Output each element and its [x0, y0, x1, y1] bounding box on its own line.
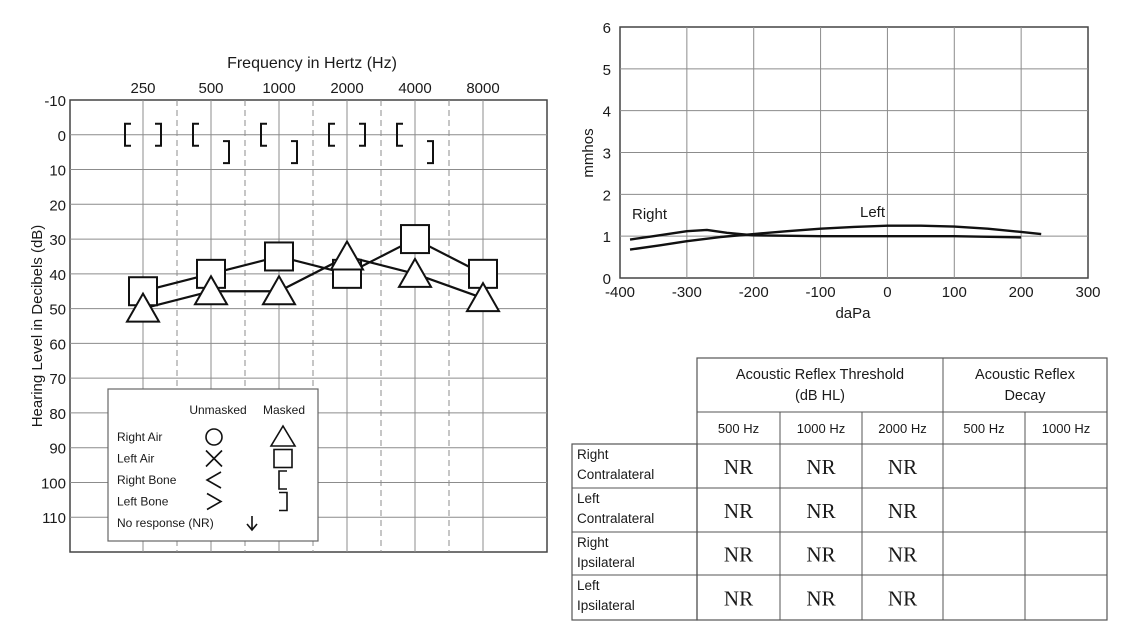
reflex-column-header: 500 Hz [717, 421, 760, 436]
tympanogram-ytick: 6 [602, 20, 611, 37]
audiogram-ytick: 70 [49, 371, 66, 389]
tympanogram-ytick: 0 [602, 271, 611, 288]
audiogram-xtick: 1000 [262, 80, 296, 97]
audiogram-ytick: 10 [49, 162, 66, 180]
reflex-cell-value: NR [887, 499, 918, 523]
reflex-cell-value: NR [723, 586, 754, 611]
tympanogram-chart [580, 20, 1101, 322]
reflex-row-label-line1: Right [577, 535, 609, 550]
audiogram-title: Frequency in Hertz (Hz) [227, 55, 397, 72]
reflex-row-label-line2: Contralateral [577, 511, 655, 526]
tympanogram-xlabel: daPa [835, 305, 871, 322]
reflex-cell-value: NR [723, 455, 754, 479]
tympanogram-xtick: 100 [941, 284, 967, 301]
legend-row-label: Right Air [117, 430, 163, 444]
tympanogram-xtick: -400 [604, 284, 636, 301]
reflex-row-label-line2: Ipsilateral [577, 598, 635, 613]
audiogram-ytick: 50 [49, 301, 66, 319]
reflex-cell-value: NR [806, 542, 836, 567]
audiogram-ytick: 90 [49, 440, 66, 458]
reflex-group-threshold-line1: Acoustic Reflex Threshold [735, 367, 905, 383]
legend-header-masked: Masked [262, 403, 306, 417]
reflex-row-label-line2: Contralateral [577, 467, 655, 482]
audiogram-xtick: 2000 [330, 80, 364, 97]
tympanogram-ytick: 5 [602, 61, 611, 79]
reflex-cell-value: NR [806, 586, 836, 611]
reflex-group-threshold-line2: (dB HL) [795, 388, 845, 404]
tympanogram-xtick: 300 [1075, 284, 1101, 301]
tympanogram-ylabel: mmhos [580, 128, 597, 178]
tympanogram-ytick: 2 [602, 187, 611, 205]
audiogram-ytick: 100 [40, 475, 66, 493]
tympanogram-xtick: -300 [671, 284, 702, 301]
legend-header-unmasked: Unmasked [189, 403, 247, 417]
audiogram-xtick: 250 [130, 80, 156, 97]
tympanogram-label-right: Right [632, 206, 668, 223]
reflex-row-label-line2: Ipsilateral [577, 555, 635, 570]
reflex-table [572, 358, 1107, 620]
audiogram-ytick: 60 [49, 336, 66, 354]
audiogram-ytick: 0 [57, 127, 66, 145]
tympanogram-right-curve [630, 230, 1021, 240]
reflex-cell-value: NR [887, 455, 918, 479]
tympanogram-ytick: 1 [602, 229, 611, 247]
reflex-cell-value: NR [806, 499, 836, 523]
tympanogram-ytick: 3 [602, 145, 611, 163]
reflex-cell-value: NR [806, 455, 836, 479]
right-air-triangle-marker [331, 241, 363, 269]
reflex-column-header: 2000 Hz [878, 421, 927, 436]
legend-row-label: No response (NR) [117, 516, 214, 530]
left-air-square-marker [401, 225, 429, 253]
audiogram-xtick: 4000 [398, 80, 432, 97]
left-bone-bracket-marker [427, 141, 433, 163]
audiogram-ytick: 30 [49, 232, 66, 250]
left-bone-bracket-marker [291, 141, 297, 163]
right-air-triangle-marker [399, 259, 431, 287]
audiogram-ytick: -10 [44, 93, 66, 110]
left-air-square-marker [265, 242, 293, 270]
reflex-column-header: 500 Hz [963, 421, 1005, 436]
tympanogram-xtick: 0 [883, 284, 892, 301]
reflex-row-label-line1: Left [577, 491, 600, 506]
audiogram-ytick: 110 [42, 510, 66, 528]
audiogram-ytick: 80 [49, 405, 66, 423]
reflex-cell-value: NR [887, 542, 918, 567]
audiogram-chart [29, 55, 547, 552]
audiogram-xtick: 8000 [466, 80, 500, 97]
audiogram-ytick: 20 [49, 197, 66, 215]
reflex-row-label-line1: Right [577, 447, 609, 462]
tympanogram-xtick: -200 [738, 284, 769, 301]
reflex-cell-value: NR [723, 542, 754, 567]
tympanogram-ytick: 4 [602, 103, 611, 121]
reflex-cell-value: NR [887, 586, 918, 611]
audiogram-xtick: 500 [198, 80, 224, 97]
reflex-cell-value: NR [723, 499, 754, 523]
audiogram-ylabel: Hearing Level in Decibels (dB) [29, 224, 46, 428]
reflex-group-decay-line1: Acoustic Reflex [975, 367, 1075, 383]
left-bone-bracket-marker [223, 141, 229, 163]
reflex-column-header: 1000 Hz [796, 421, 846, 436]
reflex-group-decay-line2: Decay [1004, 388, 1046, 404]
legend-row-label: Right Bone [117, 473, 177, 487]
tympanogram-xtick: -100 [805, 284, 836, 301]
tympanogram-label-left: Left [860, 204, 886, 221]
reflex-row-label-line1: Left [577, 578, 600, 593]
audiogram-ytick: 40 [49, 266, 66, 284]
reflex-column-header: 1000 Hz [1041, 421, 1091, 436]
legend-row-label: Left Bone [117, 494, 169, 509]
legend-row-label: Left Air [117, 451, 155, 466]
tympanogram-xtick: 200 [1008, 284, 1034, 301]
